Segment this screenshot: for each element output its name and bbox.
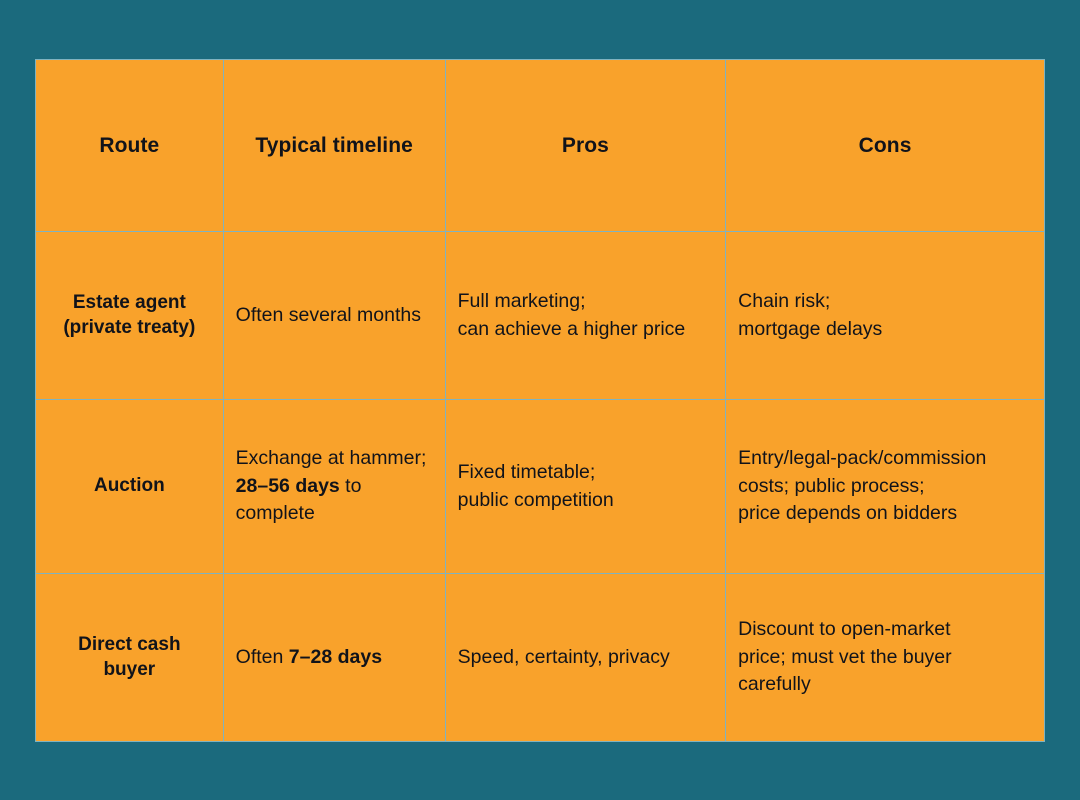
timeline-highlight: 28–56 days — [235, 474, 340, 497]
cons-line-1: Entry/legal-pack/commission — [738, 446, 987, 469]
route-line-1: Direct cash — [78, 633, 181, 655]
table-row — [36, 232, 1045, 400]
pros-line-1: Fixed timetable; — [457, 460, 596, 483]
pros-text: Speed, certainty, privacy — [457, 645, 670, 668]
cell-route-direct-cash-buyer — [36, 574, 224, 742]
column-header-cons: Cons — [726, 60, 1045, 232]
pros-line-2: public competition — [457, 488, 614, 511]
table-row — [36, 574, 1045, 742]
comparison-table-container — [35, 59, 1045, 741]
cell-cons-estate-agent — [726, 232, 1045, 400]
cons-line-1: Chain risk; — [738, 289, 831, 312]
route-line-1: Auction — [93, 475, 165, 497]
route-line-2: buyer — [103, 658, 156, 680]
timeline-suffix: to complete — [235, 474, 362, 525]
cons-line-3: carefully — [738, 673, 811, 696]
cell-cons-direct-cash-buyer — [726, 574, 1045, 742]
column-header-pros: Pros — [445, 60, 726, 232]
timeline-prefix: Often — [235, 645, 289, 668]
cell-timeline-auction — [223, 400, 445, 574]
column-header-route: Route — [36, 60, 224, 232]
cell-pros-estate-agent — [445, 232, 726, 400]
cell-pros-direct-cash-buyer — [445, 574, 726, 742]
comparison-table — [35, 59, 1045, 742]
timeline-highlight: 7–28 days — [288, 645, 383, 668]
timeline-text: Often several months — [235, 303, 422, 326]
table-body — [36, 232, 1045, 742]
cons-line-2: costs; public process; — [738, 474, 925, 497]
cell-route-estate-agent — [36, 232, 224, 400]
cell-pros-auction — [445, 400, 726, 574]
cons-line-2: price; must vet the buyer — [738, 645, 952, 668]
cell-timeline-estate-agent — [223, 232, 445, 400]
pros-line-1: Full marketing; — [457, 289, 586, 312]
cell-timeline-direct-cash-buyer — [223, 574, 445, 742]
table-row — [36, 400, 1045, 574]
cons-line-1: Discount to open-market — [738, 617, 951, 640]
cell-cons-auction — [726, 400, 1045, 574]
route-line-1: Estate agent — [72, 291, 186, 313]
table-header — [36, 60, 1045, 232]
cons-line-3: price depends on bidders — [738, 502, 958, 525]
cell-route-auction — [36, 400, 224, 574]
pros-line-2: can achieve a higher price — [457, 317, 686, 340]
route-line-2: (private treaty) — [63, 316, 196, 338]
timeline-prefix: Exchange at hammer; — [235, 446, 427, 469]
cons-line-2: mortgage delays — [738, 317, 883, 340]
table-header-row — [36, 60, 1045, 232]
column-header-timeline: Typical timeline — [223, 60, 445, 232]
